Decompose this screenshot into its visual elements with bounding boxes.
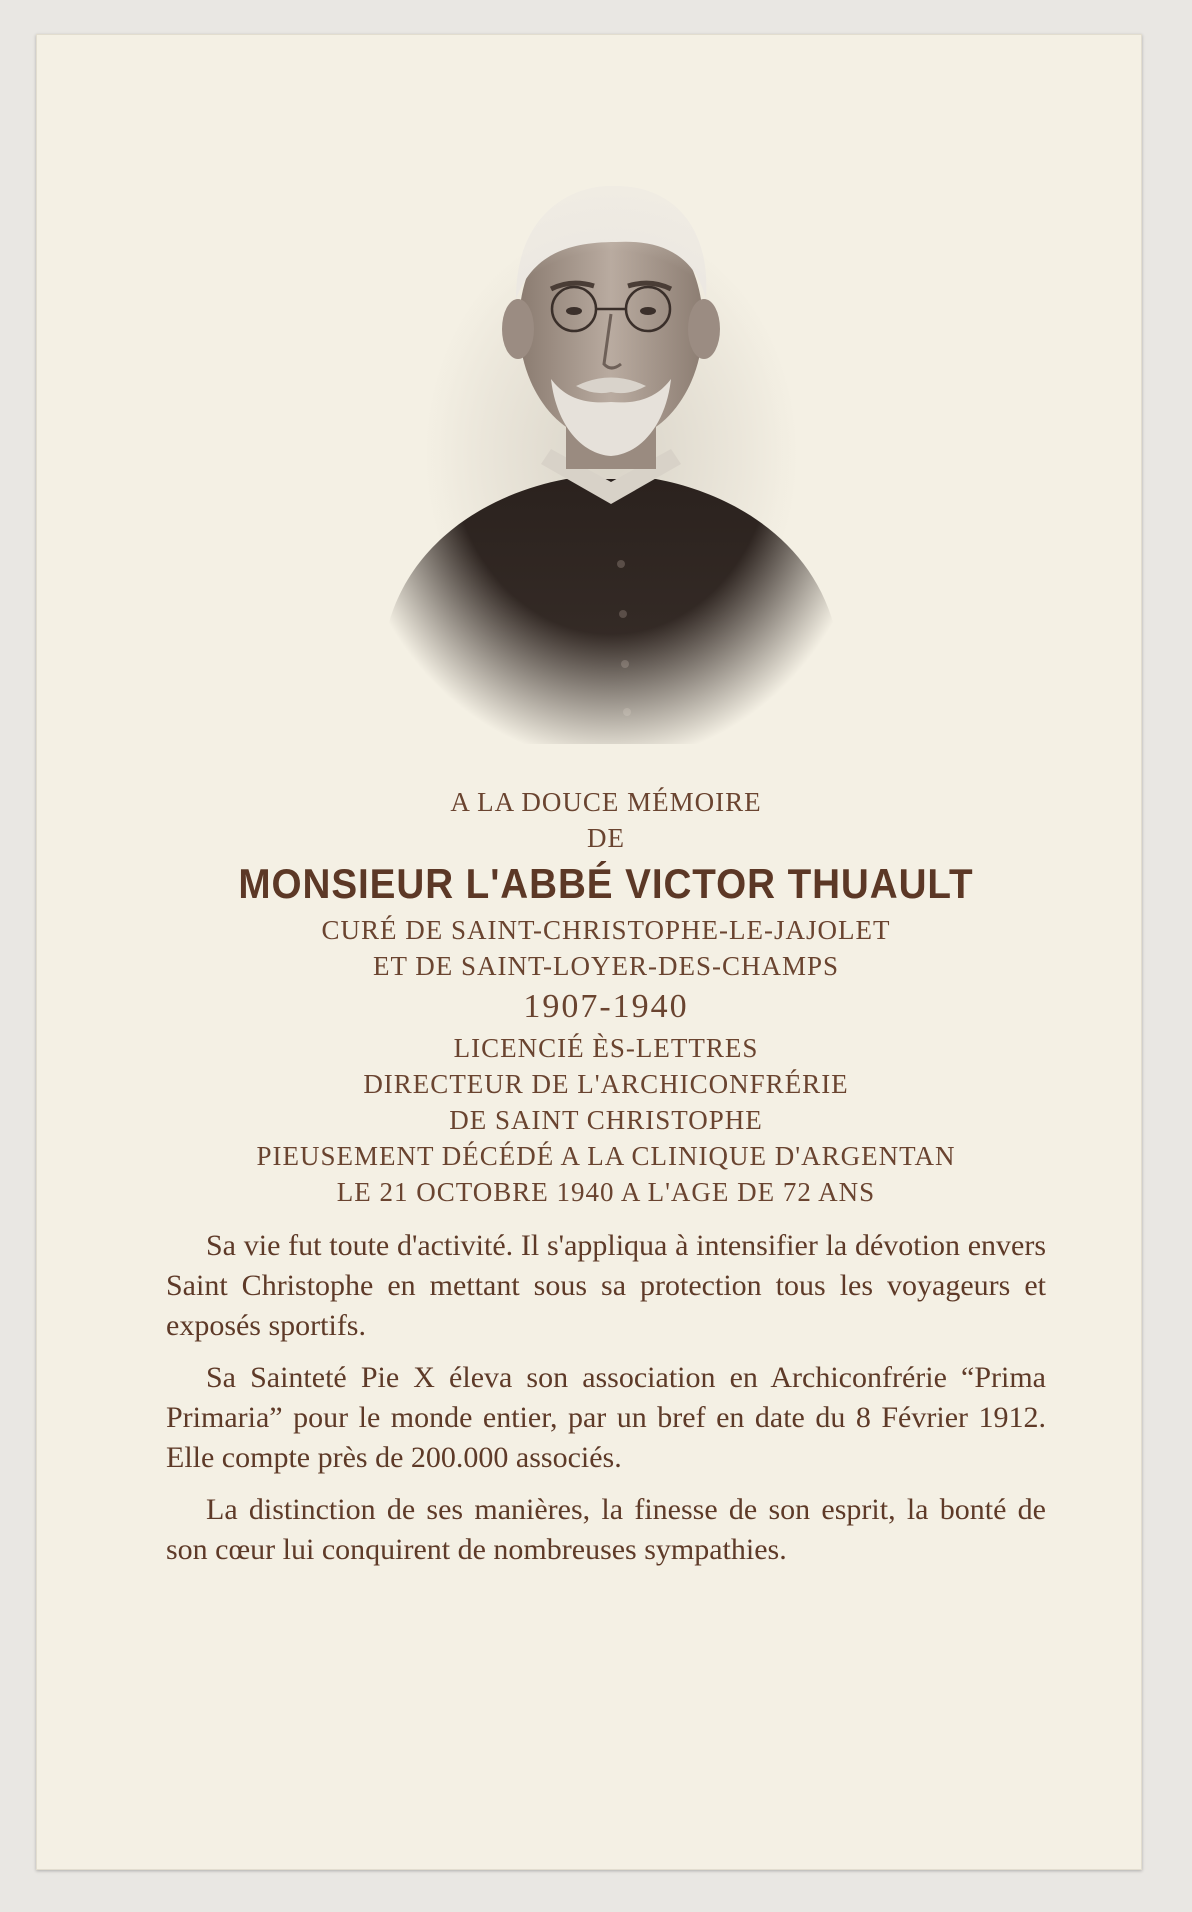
biography-paragraph-3: La distinction de ses manières, la finesse de son esprit, la bonté de son cœur lui conquirent de nombreuses sympathies. [166,1493,1046,1566]
years-of-service: 1907-1940 [523,988,689,1025]
biography-paragraph-2: Sa Sainteté Pie X éleva son association en Archiconfrérie “Prima Primaria” pour le monde entier, par un bref en date du 8 Février 1912. Elle compte près de 200.000 associés. [166,1361,1046,1474]
biography-paragraph-1: Sa vie fut toute d'activité. Il s'appliqua à intensifier la dévotion envers Saint Christophe en mettant sous sa protection tous les voyageurs et exposés sportifs. [166,1229,1046,1342]
director-line-1: DIRECTEUR DE L'ARCHICONFRÉRIE [363,1069,849,1099]
dedication-de: DE [587,823,625,853]
death-date-line: LE 21 OCTOBRE 1940 A L'AGE DE 72 ANS [336,1177,876,1207]
parish-line-2: ET DE SAINT-LOYER-DES-CHAMPS [372,951,840,981]
memorial-card [36,34,1142,1870]
memorial-text [166,784,1046,1582]
death-place-line: PIEUSEMENT DÉCÉDÉ A LA CLINIQUE D'ARGENTAN [256,1141,956,1171]
deceased-name: MONSIEUR L'ABBÉ VICTOR THUAULT [238,860,974,907]
degree-line: LICENCIÉ ÈS-LETTRES [453,1033,759,1063]
priest-portrait-image [366,164,856,744]
dedication-line: A LA DOUCE MÉMOIRE [450,787,762,817]
director-line-2: DE SAINT CHRISTOPHE [449,1105,763,1135]
portrait-photo [366,164,856,744]
parish-line-1: CURÉ DE SAINT-CHRISTOPHE-LE-JAJOLET [321,915,891,945]
